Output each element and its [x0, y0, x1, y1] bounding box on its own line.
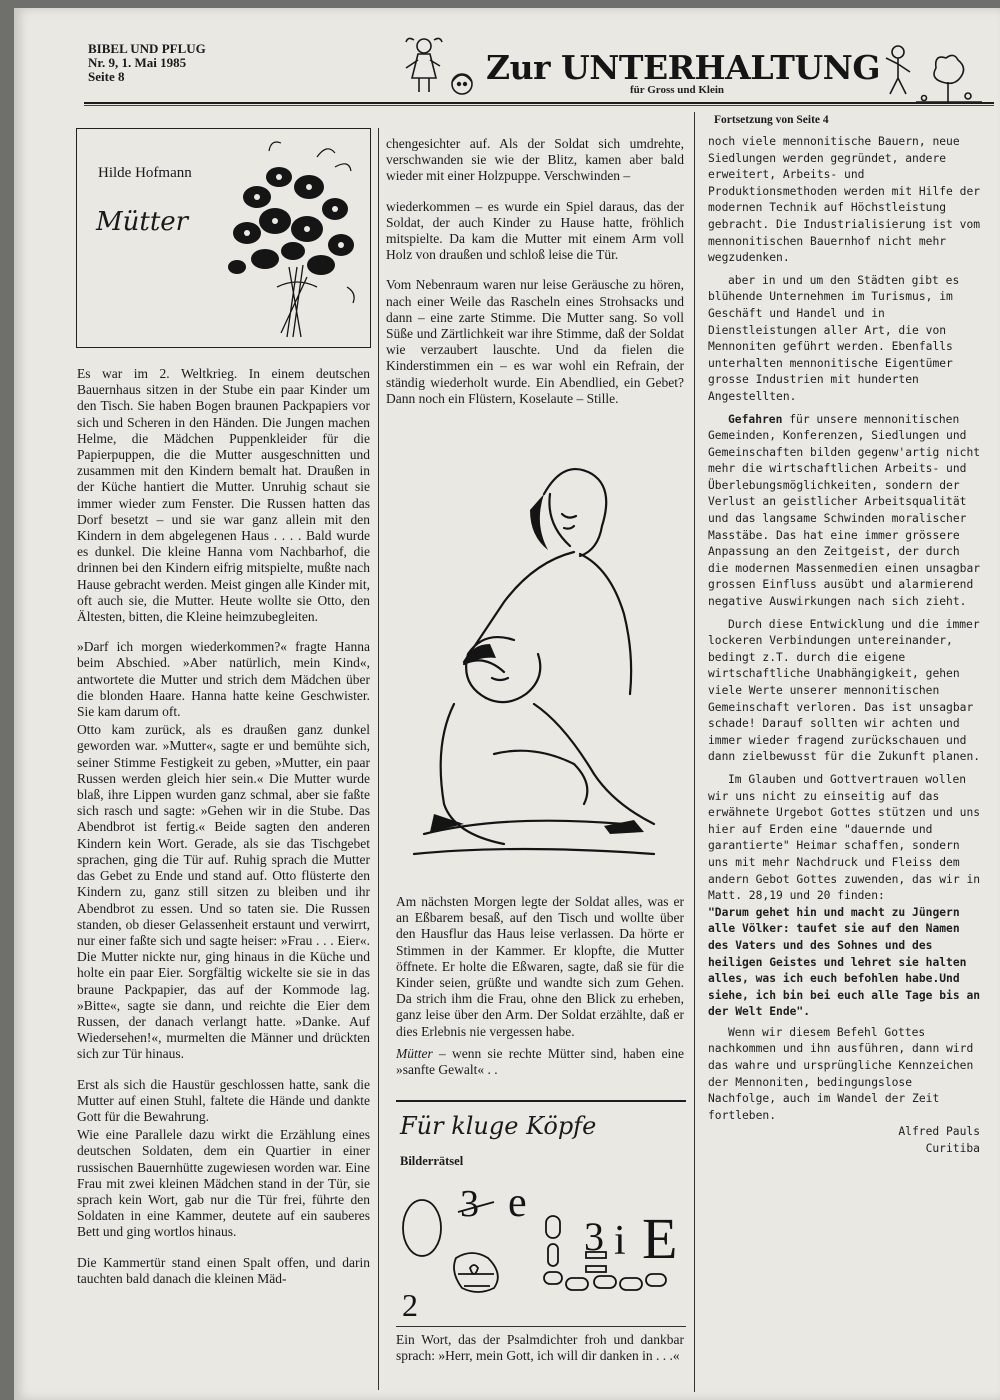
header-rule-thin [84, 105, 994, 106]
puzzle-glyph: e [508, 1180, 527, 1226]
section-title: Zur UNTERHALTUNG [486, 48, 881, 87]
picture-puzzle-icon [398, 1174, 688, 1324]
column-divider [694, 112, 695, 1392]
masthead-info [88, 42, 206, 84]
newspaper-page [14, 8, 1000, 1400]
closing-text: – wenn sie rechte Mütter sind, haben eine »sanfte Gewalt« . . [396, 1045, 684, 1078]
puzzle-glyph: 3 [584, 1214, 604, 1259]
article-signature [708, 1124, 984, 1157]
story-paragraph: Es war im 2. Weltkrieg. In einem deutschen Bauernhaus sitzen in der Stube ein paar Kinder um den Tisch. Sie haben Bogen braunen Packpapiers vor sich und Scheren in den Händen. Die Jungen machen Helme, die Mädchen Puppenkleider für die Papierpuppen, die die Mutter ausgeschnitten und zusammen mit den Kindern bemalt hat. Draußen in der Küche hantiert die Mutter. Unruhig schaut sie immer wieder zum Fenster. Die Russen hatten das Dorf besetzt – und sie war ganz allein mit den Kindern in dem abgelegenen Haus . . . . Bald wurde es dunkel. Die kleine Hanna vom Nachbarhof, die drinnen bei den Kindern eifrig mitspielte, mußte nach Hause gebracht werden. Meist gingen alle Kinder mit, oft auch sie, die Mutter. Heute wollte sie Otto, den Ältesten, bitten, die Kleine heimzubegleiten. [77, 366, 370, 625]
issue-date: Nr. 9, 1. Mai 1985 [88, 55, 187, 70]
story-closing [396, 1046, 684, 1078]
story-paragraph: Otto kam zurück, als es draußen ganz dunkel geworden war. »Mutter«, sagte er und bemühte sich, seiner Stimme Festigkeit zu geben, »Mutter, ein paar Russen werden gleich hier sein.« Die Mutter wurde blaß, ihre Lippen wurden ganz schmal, aber sie faßte sich rasch und sagte: »Gehen wir in die Stube. Das Abendbrot ist fertig.« Beide sagten den anderen Kindern kein Wort. Gerade, als sie das Tischgebet sprachen, ging die Tür auf. Ruhig sprach die Mutter das Gebet zu Ende und stand auf. Otto flüsterte den Kindern zu, ganz still sitzen zu bleiben und ihr Abendbrot zu essen. Und so taten sie. Die Russen standen, ob dieser Gelassenheit erstaunt und verwirrt, nur einer faßte sich und sagte heiser: »Frau . . . Eier«. Die Mutter nickte nur, ging hinaus in die Küche und holte ein paar Eier. Sorgfältig wickelte sie sie in das braune Packpapier, das auf der Kommode lag. »Bitte«, sagte sie dann, und reichte die Eier dem Russen, der danach verlangt hatte. »Danke. Auf Wiedersehen!«, murmelten die Männer und drückten sich zur Tür hinaus. [77, 722, 370, 1062]
puzzle-caption-rule [396, 1326, 686, 1327]
article-paragraph [708, 412, 984, 611]
publication-name: BIBEL UND PFLUG [88, 41, 206, 56]
story-column-2-bottom [396, 894, 684, 1078]
story-paragraph: Die Kammertür stand einen Spalt offen, und darin tauchten bald danach die kleinen Mäd- [77, 1254, 370, 1286]
article-keyword-text: für unsere mennonitischen Gemeinden, Konferenzen, Siedlungen und Gemeinschaften bilden gegenw'artig nicht mehr die wirtschaftlichen Arbeits- und Überlebungsmöglichkeiten, sondern der Verlust an geistlicher Arbeitsqualität und das langsame Schwinden moralischer Masstäbe. Das hat eine immer grössere Anpassung an den Zeitgeist, der durch die modernen Massenmedien einen unsagbar grossen Einfluss ausübt und alarmierend negative Auswirkungen nach sich zieht. [708, 412, 981, 609]
story-paragraph: Am nächsten Morgen legte der Soldat alles, was er an Eßbarem besaß, auf den Tisch und wollte über den Hausflur das Haus leise verlassen. Da hörte er Stimmen in der Kammer. Er klopfte, die Mutter öffnete. Er holte die Eßwaren, sagte, daß sie für die Kinder seien, grüßte und wandte sich zum Gehen. Da strich ihm die Frau, ohne den Blick zu erheben, ganz leise über den Arm. Der Soldat erzählte, daß er dies Erlebnis nie vergessen habe. [396, 894, 684, 1039]
boy-and-tree-illustration-icon [876, 38, 986, 108]
closing-emphasis: Mütter [396, 1045, 433, 1061]
story-title: Mütter [96, 207, 189, 237]
article-keyword: Gefahren [728, 412, 783, 426]
author-name: Alfred Pauls [898, 1125, 980, 1139]
header-rule [84, 102, 994, 104]
story-column-1 [77, 366, 370, 1301]
story-paragraph: Erst als sich die Haustür geschlossen hatte, sank die Mutter auf einen Stuhl, faltete die Hände und dankte Gott für die Bewahrung. [77, 1076, 370, 1124]
article-paragraph: aber in und um den Städten gibt es blühende Unternehmen im Turismus, im Geschäft und Handel und in Dienstleistungen aller Art, die von Mennoniten geführt werden. Ebenfalls unterhalten mennonitische Eigentümer grosse Industrien mit hunderten Angestellten. [708, 273, 960, 403]
bible-quote: "Darum gehet hin und macht zu Jüngern alle Völker: taufet sie auf den Namen des Vaters und des Sohnes und des heiligen Geistes und lehret sie halten alles, was ich euch befohlen habe.Und siehe, ich bin bei euch alle Tage bis an der Welt Ende". [708, 905, 981, 1019]
puzzle-caption: Ein Wort, das der Psalmdichter froh und dankbar sprach: »Herr, mein Gott, ich will dir danken in . . .« [396, 1332, 684, 1363]
article-paragraph: Wenn wir diesem Befehl Gottes nachkommen und ihn ausführen, dann wird das wahre und ursprüngliche Kennzeichen der Mennoniten, bedingungslose Nachfolge, auch im Wandel der Zeit fortleben. [708, 1025, 974, 1122]
article-paragraph: Durch diese Entwicklung und die immer lockeren Verbindungen untereinander, bedingt z.T. durch die eigene wirtschaftliche Unabhängigkeit, gehen viele Werte unserer mennonitischen Gemeinschaft verloren. Das ist unsagbar schade! Darauf sollten wir achten und immer wieder fragend zurückschauen und dann zielbewusst für die Zukunft planen. [708, 617, 981, 764]
page-number: Seite 8 [88, 69, 125, 84]
puzzle-rule [396, 1100, 686, 1102]
puzzle-glyph: i [614, 1218, 626, 1264]
flower-bouquet-icon [217, 137, 365, 343]
story-author: Hilde Hofmann [98, 165, 192, 181]
children-illustration-icon [394, 32, 484, 104]
story-paragraph: wiederkommen – es wurde ein Spiel daraus, das der Soldat, der auch Kinder zu Hause hatte, fröhlich mitspielte. Da kam die Mutter mit einem Arm voll Holz von draußen und schloß leise die Tür. [386, 198, 684, 263]
mother-and-child-illustration-icon [394, 454, 684, 874]
story-paragraph: Vom Nebenraum waren nur leise Geräusche zu hören, nach einer Weile das Rascheln eines Strohsacks und dann – eine zarte Stimme. Die Mutter sang. So voll Süße und Zärtlichkeit war ihre Stimme, daß der Soldat wie verzaubert lauschte. Und da fielen die Kinderstimmen ein – es war wohl ein Refrain, der ständig wiederholt wurde. Ein Abendlied, ein Gebet? Dann noch ein Flüstern, Koselaute – Stille. [386, 277, 684, 406]
story-paragraph: Wie eine Parallele dazu wirkt die Erzählung eines deutschen Soldaten, dem ein Quartier in einer russischen Bauernhütte zugewiesen worden war. Eine Frau mit zwei kleinen Mädchen stand in der Tür, sie sprach kein Wort, gab nur die Tür frei, führte den Soldaten in eine Kammer, deutete auf ein sauberes Bett und ging wortlos hinaus. [77, 1127, 370, 1240]
article-paragraph: Im Glauben und Gottvertrauen wollen wir uns nicht zu einseitig auf das erwähnete Urgebot Gottes stützen und uns hier auf Erden eine "dauernde und garantierte" Heimar schaffen, sondern uns mit mehr Nachdruck und Fleiss dem andern Gebot Gottes zuwenden, das wir in Matt. 28,19 und 20 finden: [708, 772, 981, 903]
puzzle-glyph: 2 [402, 1287, 418, 1323]
section-subtitle: für Gross und Klein [630, 84, 725, 96]
author-place: Curitiba [925, 1142, 980, 1156]
continued-from-label: Fortsetzung von Seite 4 [714, 114, 829, 126]
puzzle-label: Bilderrätsel [400, 1154, 464, 1168]
puzzle-glyph: 3 [460, 1183, 479, 1225]
column-divider [378, 128, 379, 1390]
article-column [708, 134, 984, 1158]
puzzle-glyph: E [642, 1206, 678, 1271]
story-paragraph: chengesichter auf. Als der Soldat sich umdrehte, verschwanden sie wie der Blitz, kamen aber bald wieder mit einer Holzpuppe. Verschwinden – [386, 136, 684, 184]
puzzle-title: Für kluge Köpfe [400, 1112, 597, 1140]
story-paragraph: »Darf ich morgen wiederkommen?« fragte Hanna beim Abschied. »Aber natürlich, mein Kind«, antwortete die Mutter und strich dem Mädchen über die blonden Haare. Hanna hatte keine Geschwister. Sie kam darum oft. [77, 639, 370, 720]
article-paragraph: noch viele mennonitische Bauern, neue Siedlungen werden gegründet, andere erweitert, Arbeits- und Produktionsmethoden werden mit Hilfe der modernen Technik auf Höchstleistung gebracht. Die Industrialisierung ist vom mennonitischen Bauernhof nicht mehr wegzudenken. [708, 135, 981, 265]
story-title-box [76, 128, 371, 348]
story-column-2 [386, 136, 684, 421]
